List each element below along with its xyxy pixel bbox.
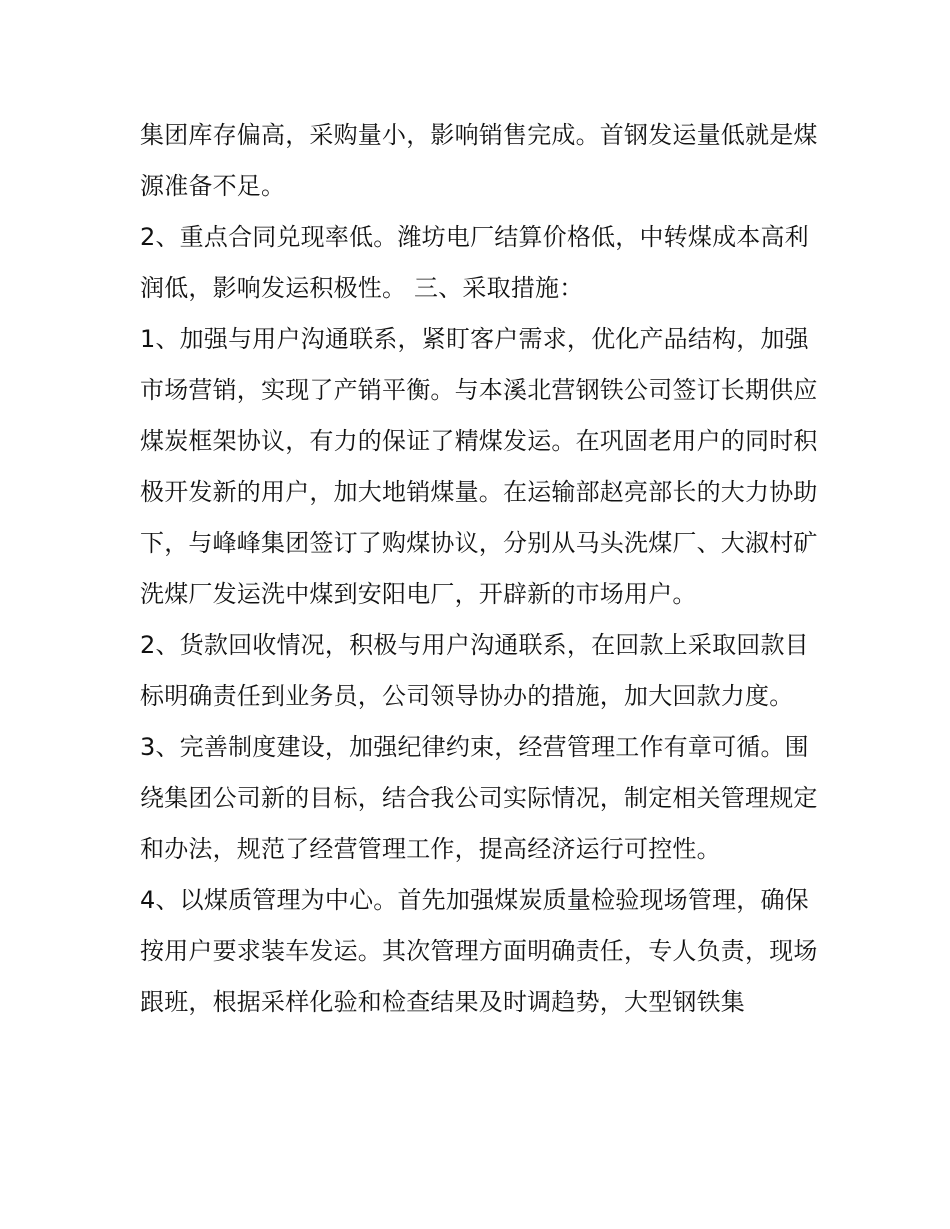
paragraph-5: 3、完善制度建设，加强纪律约束，经营管理工作有章可循。围绕集团公司新的目标，结合我公司实际情况，制定相关管理规定和办法，规范了经营管理工作，提高经济运行可控性。: [140, 733, 818, 863]
paragraph-6: 4、以煤质管理为中心。首先加强煤炭质量检验现场管理，确保按用户要求装车发运。其次管理方面明确责任，专人负责，现场跟班，根据采样化验和检查结果及时调趋势，大型钢铁集: [140, 886, 818, 1016]
paragraph-4: 2、货款回收情况，积极与用户沟通联系，在回款上采取回款目标明确责任到业务员，公司领导协办的措施，加大回款力度。: [140, 631, 809, 710]
paragraph-2: 2、重点合同兑现率低。潍坊电厂结算价格低，中转煤成本高利润低，影响发运积极性。 三、采取措施：: [140, 223, 809, 302]
paragraph-1: 集团库存偏高，采购量小，影响销售完成。首钢发运量低就是煤源准备不足。: [140, 121, 818, 200]
paragraph-3: 1、加强与用户沟通联系，紧盯客户需求，优化产品结构，加强市场营销，实现了产销平衡。与本溪北营钢铁公司签订长期供应煤炭框架协议，有力的保证了精煤发运。在巩固老用户的同时积极开发新的用户，加大地销煤量。在运输部赵亮部长的大力协助下，与峰峰集团签订了购煤协议，分别从马头洗煤厂、大淑村矿洗煤厂发运洗中煤到安阳电厂，开辟新的市场用户。: [140, 325, 818, 608]
document-body: [140, 110, 830, 1028]
